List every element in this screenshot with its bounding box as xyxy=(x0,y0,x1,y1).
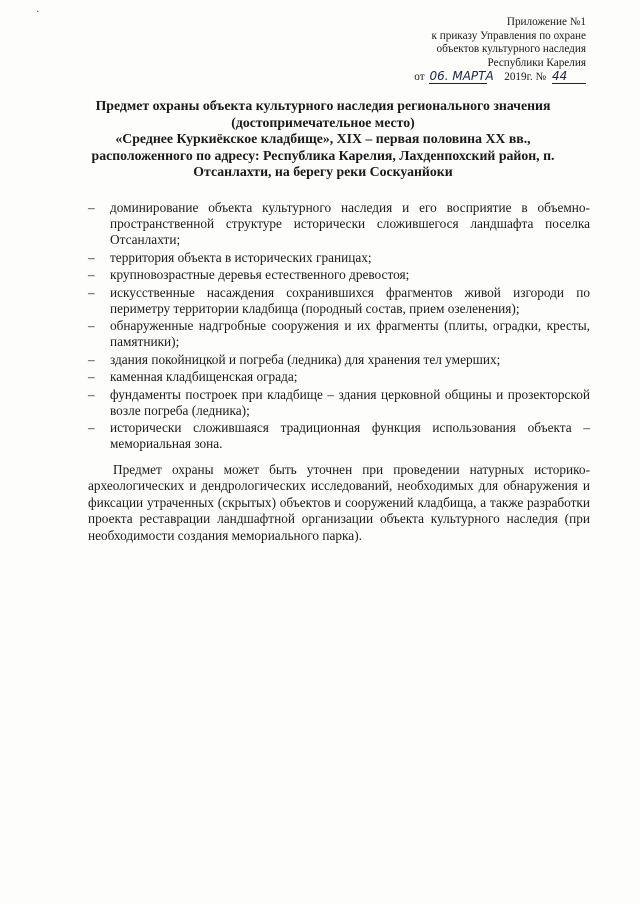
list-item xyxy=(88,387,590,419)
dash-bullet: – xyxy=(88,369,95,385)
scan-mark: · xyxy=(36,7,40,18)
list-item-text: доминирование объекта культурного наследия и его восприятие в объемно-пространственной структуре исторически сложившегося ландшафта поселка Отсанлахти; xyxy=(110,200,590,248)
list-item xyxy=(88,250,590,266)
title-line-5: Отсанлахти, на берегу реки Соскуанйоки xyxy=(193,164,453,180)
list-item xyxy=(88,318,590,350)
order-line xyxy=(366,70,586,85)
approval-line-4: Республики Карелия xyxy=(487,56,586,69)
dash-bullet: – xyxy=(88,267,95,283)
approval-block xyxy=(366,16,586,85)
dash-bullet: – xyxy=(88,318,95,334)
dash-bullet: – xyxy=(88,200,95,215)
closing-paragraph: Предмет охраны может быть уточнен при проведении натурных историко-археологических и дендрологических исследований, необходимых для обнаружения и фиксации утраченных (скрытых) объектов и сооружений кладбища, а также разработки проекта реставрации ландшафтной организации объекта культурного наследия (при необходимости создания мемориального парка). xyxy=(88,462,590,543)
title-line-3: «Среднее Куркиёкское кладбище», XIX – первая половина XX вв., xyxy=(115,131,531,147)
list-item xyxy=(88,369,590,385)
dash-bullet: – xyxy=(88,386,95,402)
title-line-1: Предмет охраны объекта культурного наследия регионального значения xyxy=(95,98,551,113)
title-line-4: расположенного по адресу: Республика Карелия, Лахденпохский район, п. xyxy=(91,147,555,163)
list-item-text: исторически сложившаяся традиционная функция использования объекта – мемориальная зона. xyxy=(110,420,590,452)
dash-bullet: – xyxy=(88,284,95,300)
list-item xyxy=(88,267,590,283)
handwritten-order-number: 44 xyxy=(552,70,586,84)
list-item-text: каменная кладбищенская ограда; xyxy=(110,369,298,385)
list-item-text: фундаменты построек при кладбище – здания церковной общины и прозекторской возле погреба (ледника); xyxy=(110,386,590,418)
dash-bullet: – xyxy=(88,420,95,436)
list-item xyxy=(88,285,590,317)
list-item-text: крупновозрастные деревья естественного древостоя; xyxy=(110,267,410,283)
list-item-text: здания покойницкой и погреба (ледника) для хранения тел умерших; xyxy=(110,351,501,367)
title-line-2: (достопримечательное место) xyxy=(231,114,415,130)
list-item-text: территория объекта в исторических границах; xyxy=(110,249,372,265)
handwritten-order-date: 06. МАРТА xyxy=(429,69,494,84)
list-item-text: обнаруженные надгробные сооружения и их фрагменты (плиты, оградки, кресты, памятники); xyxy=(110,318,590,350)
approval-line-3: объектов культурного наследия xyxy=(436,43,586,56)
list-item xyxy=(88,200,590,248)
document-title xyxy=(78,98,568,181)
protection-subject-list xyxy=(88,200,590,454)
order-prefix: от xyxy=(414,71,425,84)
approval-line-1: Приложение №1 xyxy=(506,16,586,28)
dash-bullet: – xyxy=(88,249,95,265)
list-item xyxy=(88,352,590,368)
list-item-text: искусственные насаждения сохранившихся фрагментов живой изгороди по периметру территории кладбища (породный состав, прием озеленения); xyxy=(110,284,590,316)
dash-bullet: – xyxy=(88,351,95,367)
order-year: 2019г. № xyxy=(504,71,547,84)
list-item xyxy=(88,420,590,452)
approval-line-2: к приказу Управления по охране xyxy=(431,29,586,42)
